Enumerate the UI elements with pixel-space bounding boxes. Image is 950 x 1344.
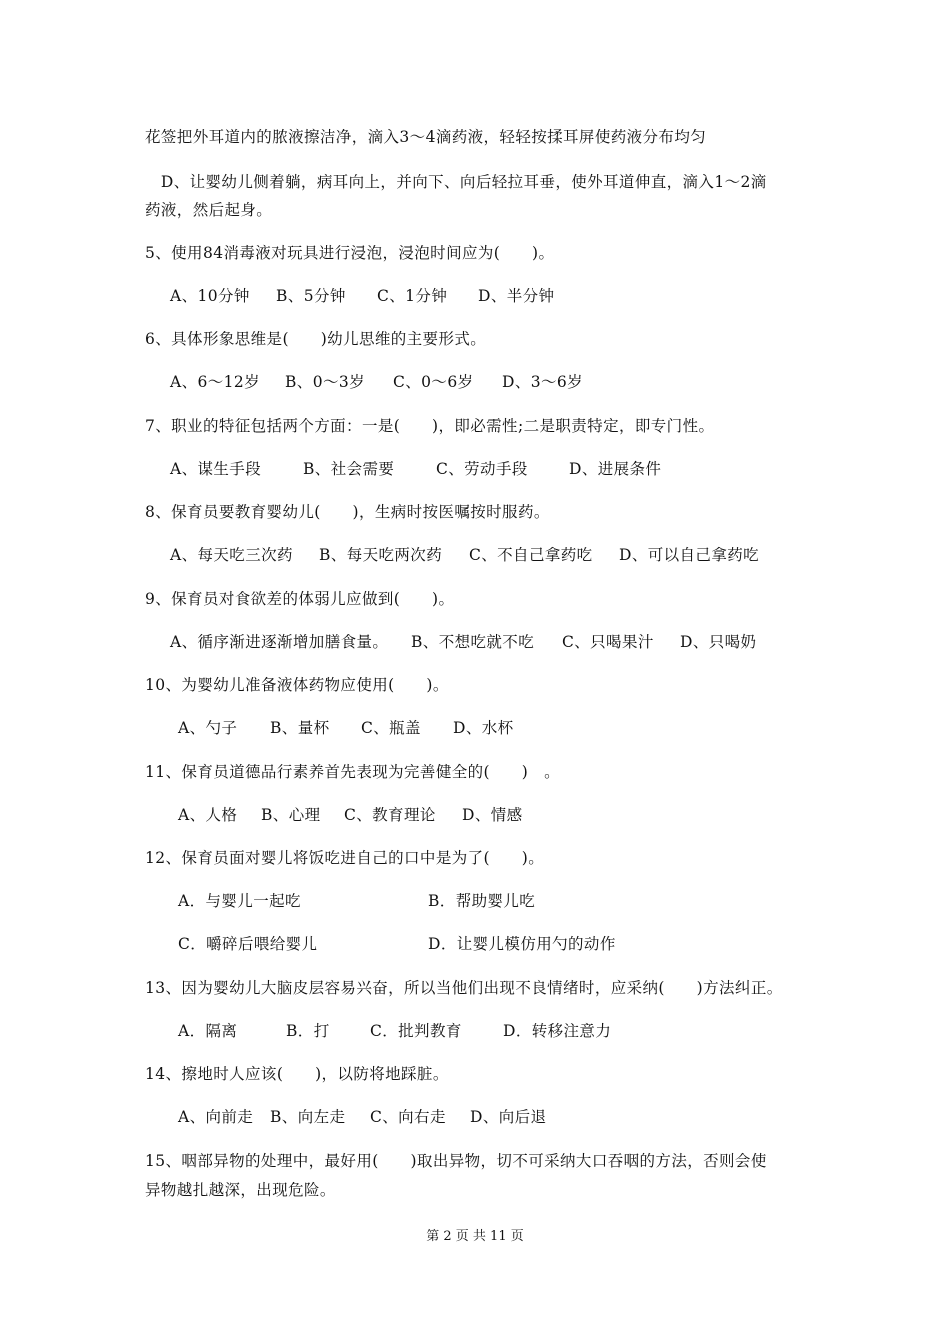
- question-13: 13、因为婴幼儿大脑皮层容易兴奋，所以当他们出现不良情绪时，应采纳( )方法纠正。: [145, 979, 783, 997]
- option-c: C．批判教育: [370, 1022, 462, 1040]
- question-12: 12、保育员面对婴儿将饭吃进自己的口中是为了( )。: [145, 849, 545, 867]
- question-9: 9、保育员对食欲差的体弱儿应做到( )。: [145, 590, 455, 608]
- option-a: A．与婴儿一起吃: [178, 892, 301, 910]
- option-d: D、水杯: [453, 719, 514, 737]
- option-b: B、心理: [261, 806, 321, 824]
- page-footer: 第 2 页 共 11 页: [426, 1229, 524, 1244]
- option-b: B．打: [286, 1022, 330, 1040]
- option-b: B、每天吃两次药: [319, 546, 443, 564]
- option-d: D、可以自己拿药吃: [619, 546, 760, 564]
- option-d: D．转移注意力: [503, 1022, 612, 1040]
- option-a: A、10分钟: [170, 287, 250, 305]
- option-c: C、教育理论: [344, 806, 436, 824]
- option-d: D、进展条件: [569, 460, 662, 478]
- question-15: 15、咽部异物的处理中，最好用( )取出异物，切不可采纳大口吞咽的方法，否则会使: [145, 1152, 767, 1170]
- option-b: B、社会需要: [303, 460, 395, 478]
- option-c: C、0～6岁: [393, 373, 474, 391]
- option-b: B．帮助婴儿吃: [428, 892, 536, 910]
- option-d: D、半分钟: [478, 287, 555, 305]
- question-11: 11、保育员道德品行素养首先表现为完善健全的( ) 。: [145, 763, 561, 781]
- question-6: 6、具体形象思维是( )幼儿思维的主要形式。: [145, 330, 487, 348]
- option-c: C、1分钟: [377, 287, 448, 305]
- question-7: 7、职业的特征包括两个方面：一是( )，即必需性;二是职责特定，即专门性。: [145, 417, 715, 435]
- option-b: B、向左走: [270, 1108, 346, 1126]
- option-b: B、5分钟: [276, 287, 346, 305]
- option-d: D．让婴儿模仿用勺的动作: [428, 935, 616, 953]
- option-c: C、不自己拿药吃: [469, 546, 593, 564]
- option-c: C、瓶盖: [361, 719, 421, 737]
- option-d: D、只喝奶: [680, 633, 757, 651]
- question-8: 8、保育员要教育婴幼儿( )，生病时按医嘱按时服药。: [145, 503, 550, 521]
- option-b: B、不想吃就不吃: [411, 633, 535, 651]
- option-c: C、只喝果汁: [562, 633, 654, 651]
- option-a: A、人格: [178, 806, 238, 824]
- option-a: A、循序渐进逐渐增加膳食量。: [170, 633, 389, 651]
- option-a: A、每天吃三次药: [170, 546, 293, 564]
- option-d: D、向后退: [470, 1108, 547, 1126]
- option-b: B、量杯: [270, 719, 330, 737]
- option-b: B、0～3岁: [285, 373, 366, 391]
- option-a: A、6～12岁: [170, 373, 261, 391]
- option-a: A、谋生手段: [170, 460, 262, 478]
- option-c: C、劳动手段: [436, 460, 528, 478]
- text-line: 药液，然后起身。: [145, 201, 273, 219]
- question-14: 14、擦地时人应该( )，以防将地踩脏。: [145, 1065, 449, 1083]
- option-c: C．嚼碎后喂给婴儿: [178, 935, 318, 953]
- text-line: 花签把外耳道内的脓液擦洁净，滴入3～4滴药液，轻轻按揉耳屏使药液分布均匀: [145, 128, 707, 146]
- question-10: 10、为婴幼儿准备液体药物应使用( )。: [145, 676, 449, 694]
- question-5: 5、使用84消毒液对玩具进行浸泡，浸泡时间应为( )。: [145, 244, 555, 262]
- text-line: D、让婴幼儿侧着躺，病耳向上，并向下、向后轻拉耳垂，使外耳道伸直，滴入1～2滴: [145, 173, 767, 191]
- text-line: 异物越扎越深，出现危险。: [145, 1181, 336, 1199]
- option-d: D、3～6岁: [502, 373, 584, 391]
- option-a: A．隔离: [178, 1022, 238, 1040]
- option-d: D、情感: [462, 806, 523, 824]
- option-a: A、向前走: [178, 1108, 254, 1126]
- option-a: A、勺子: [178, 719, 238, 737]
- option-c: C、向右走: [370, 1108, 446, 1126]
